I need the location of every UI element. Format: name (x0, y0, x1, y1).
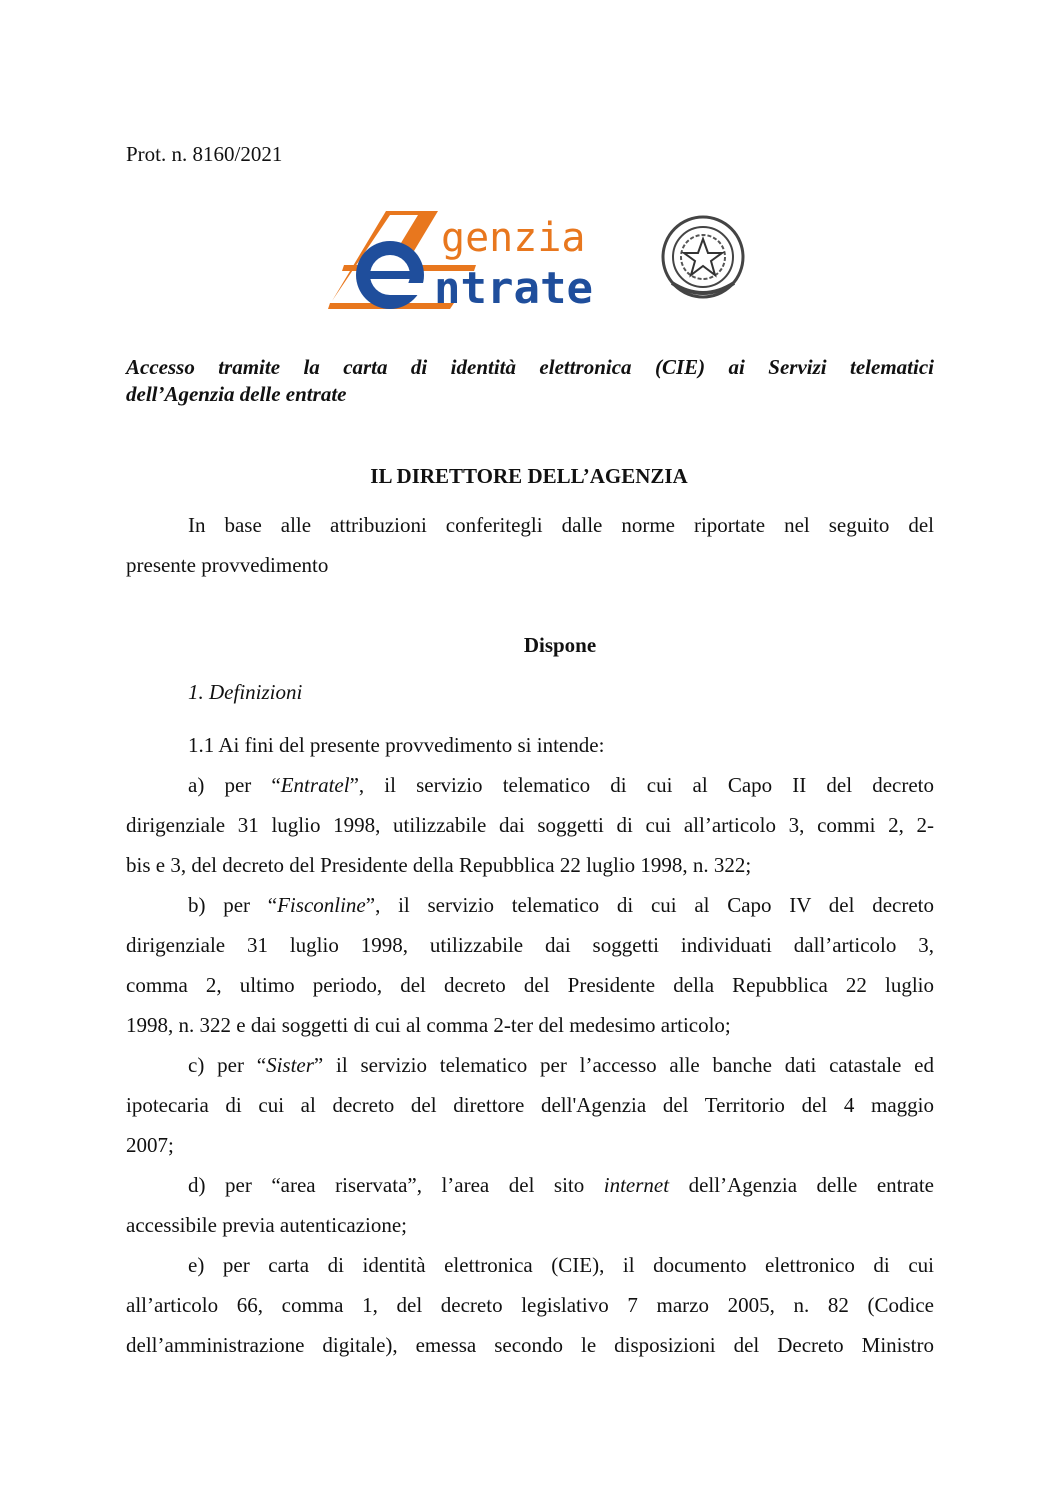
director-title: IL DIRETTORE DELL’AGENZIA (370, 464, 688, 488)
republic-emblem-icon (663, 217, 743, 297)
intro-line-2: presente provvedimento (126, 553, 329, 577)
agenzia-entrate-logo (326, 203, 752, 315)
logo-wordmark-bottom: ntrate (434, 263, 593, 314)
definition-a-line-1: a) per “Entratel”, il servizio telematico di cui al Capo II del decreto (188, 773, 935, 797)
intro-paragraph (126, 505, 934, 585)
definition-b-line-3: comma 2, ultimo periodo, del decreto del Presidente della Repubblica 22 luglio (126, 973, 934, 997)
definition-e-line-3: dell’amministrazione digitale), emessa secondo le disposizioni del Decreto Ministro (126, 1333, 934, 1357)
definition-d-line-2: accessibile previa autenticazione; (126, 1213, 408, 1237)
document-subject (126, 354, 934, 408)
subject-line-1: Accesso tramite la carta di identità elettronica (CIE) ai Servizi telematici (126, 355, 934, 379)
definition-b-line-4: 1998, n. 322 e dai soggetti di cui al comma 2-ter del medesimo articolo; (126, 1013, 731, 1037)
definition-a-line-3: bis e 3, del decreto del Presidente della Repubblica 22 luglio 1998, n. 322; (126, 853, 752, 877)
protocol-number: Prot. n. 8160/2021 (126, 142, 283, 166)
definition-c-line-3: 2007; (126, 1133, 174, 1157)
definition-e-line-2: all’articolo 66, comma 1, del decreto legislativo 7 marzo 2005, n. 82 (Codice (126, 1293, 934, 1317)
logo-wordmark-top: genzia (441, 215, 586, 261)
definition-d-line-1: d) per “area riservata”, l’area del sito internet dell’Agenzia delle entrate (188, 1173, 934, 1197)
definition-e-line-1: e) per carta di identità elettronica (CIE), il documento elettronico di cui (188, 1253, 934, 1277)
dispone-heading: Dispone (523, 633, 597, 657)
definition-b-line-2: dirigenziale 31 luglio 1998, utilizzabile dai soggetti individuati dall’articolo 3, (126, 933, 934, 957)
section-heading-definizioni: 1. Definizioni (188, 680, 303, 704)
definition-c-line-2: ipotecaria di cui al decreto del direttore dell'Agenzia del Territorio del 4 maggio (126, 1093, 934, 1117)
definitions-section (126, 725, 934, 1365)
definition-c-line-1: c) per “Sister” il servizio telematico per l’accesso alle banche dati catastale ed (188, 1053, 934, 1077)
subject-line-2: dell’Agenzia delle entrate (126, 382, 347, 406)
definition-b-line-1: b) per “Fisconline”, il servizio telematico di cui al Capo IV del decreto (188, 893, 934, 917)
definition-a-line-2: dirigenziale 31 luglio 1998, utilizzabile dai soggetti di cui all’articolo 3, commi 2, 2- (126, 813, 934, 837)
intro-line-1: In base alle attribuzioni conferitegli dalle norme riportate nel seguito del (188, 513, 934, 537)
paragraph-1-1: 1.1 Ai fini del presente provvedimento si intende: (188, 733, 605, 757)
